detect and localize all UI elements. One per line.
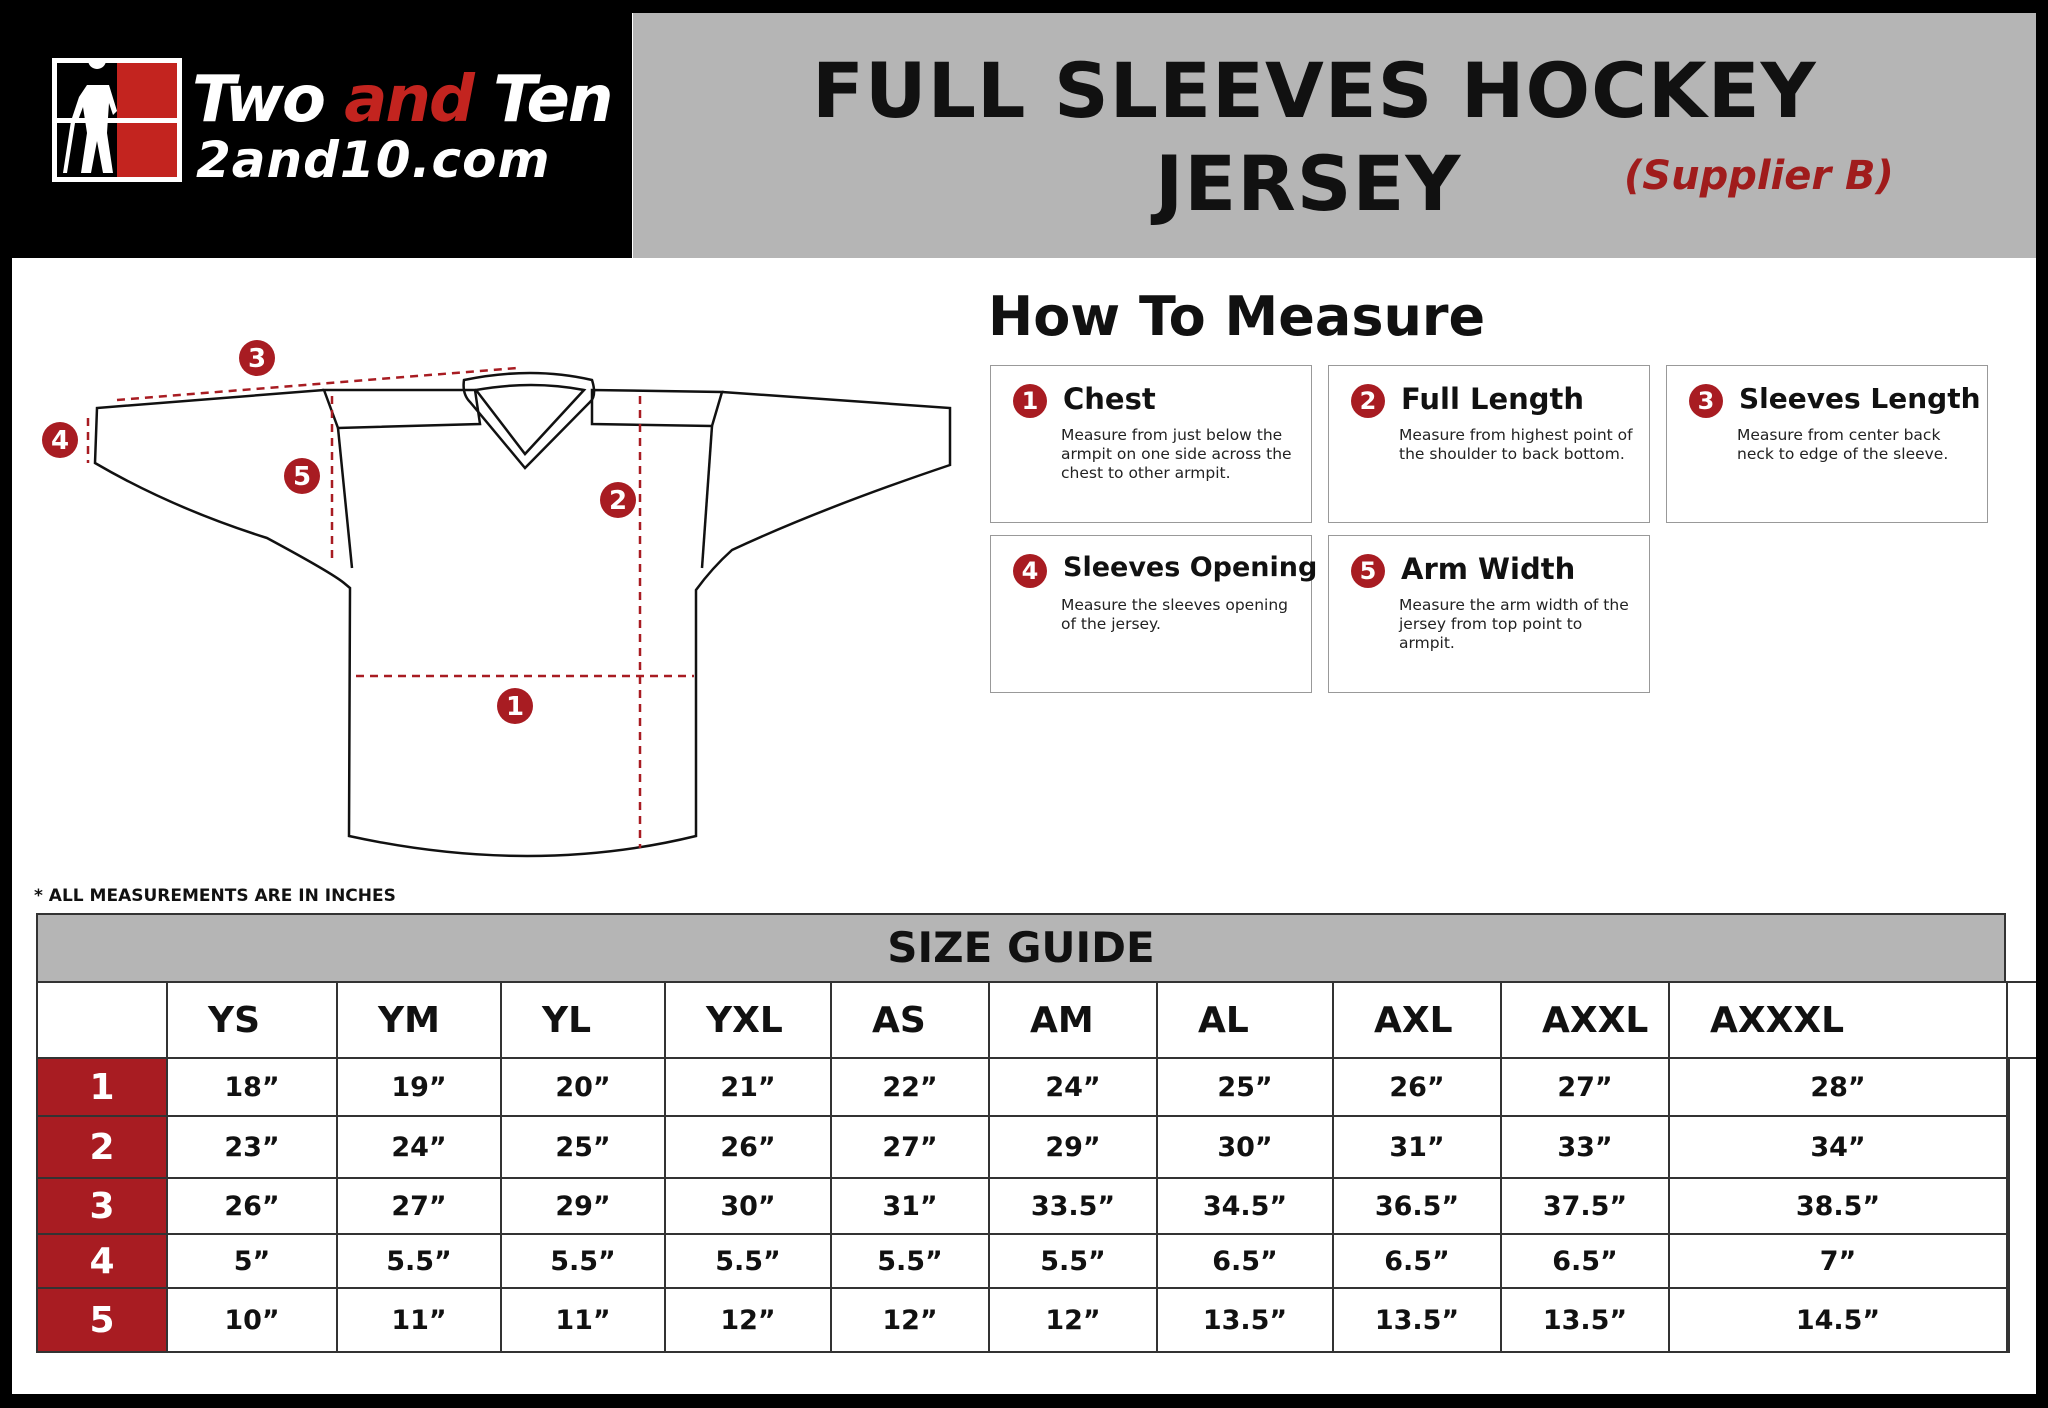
- svg-text:2: 2: [608, 486, 628, 516]
- measure-card-chest: [990, 365, 1312, 523]
- size-value-cell: 6.5”: [1156, 1233, 1334, 1289]
- measurement-note: * ALL MEASUREMENTS ARE IN INCHES: [34, 886, 396, 906]
- svg-text:1: 1: [505, 692, 525, 722]
- size-header-cell: AXXXL: [1668, 981, 2008, 1059]
- measure-card-sleeves-opening: [990, 535, 1318, 693]
- svg-text:5: 5: [292, 462, 312, 492]
- card-description: Measure the sleeves opening of the jersey.: [1061, 596, 1288, 633]
- size-value-cell: 12”: [830, 1287, 990, 1353]
- size-value-cell: 21”: [664, 1057, 832, 1117]
- svg-text:3: 3: [247, 344, 267, 374]
- size-value-cell: 33.5”: [988, 1177, 1158, 1235]
- size-value-cell: 28”: [1668, 1057, 2008, 1117]
- row-label: 5: [36, 1287, 168, 1353]
- size-header-cell: AXL: [1332, 981, 1502, 1059]
- size-guide-title: SIZE GUIDE: [36, 913, 2006, 983]
- size-value-cell: 6.5”: [1500, 1233, 1670, 1289]
- measure-guides: [88, 368, 694, 848]
- size-header-cell: [2006, 981, 2036, 1059]
- size-value-cell: [2006, 1115, 2010, 1179]
- size-value-cell: 12”: [664, 1287, 832, 1353]
- size-value-cell: 38.5”: [1668, 1177, 2008, 1235]
- size-value-cell: 31”: [1332, 1115, 1502, 1179]
- how-to-measure-title: How To Measure: [988, 285, 1486, 348]
- size-value-cell: 29”: [988, 1115, 1158, 1179]
- row-label: 2: [36, 1115, 168, 1179]
- size-value-cell: 5”: [166, 1233, 338, 1289]
- size-value-cell: 10”: [166, 1287, 338, 1353]
- size-value-cell: [2006, 1287, 2010, 1353]
- marker-1: [497, 688, 533, 724]
- row-label: 1: [36, 1057, 168, 1117]
- size-header-cell: AL: [1156, 981, 1334, 1059]
- size-value-cell: 13.5”: [1156, 1287, 1334, 1353]
- size-value-cell: 12”: [988, 1287, 1158, 1353]
- svg-text:4: 4: [50, 426, 70, 456]
- page-title-line2: JERSEY: [1155, 139, 1462, 228]
- size-header-cell: YM: [336, 981, 502, 1059]
- card-description: Measure from just below the armpit on one side across the chest to other armpit.: [1061, 426, 1292, 482]
- logo-panel: [12, 13, 632, 258]
- measure-card-sleeves-length: [1666, 365, 1988, 523]
- marker-3: [239, 340, 275, 376]
- size-value-cell: 6.5”: [1332, 1233, 1502, 1289]
- card-number: 1: [1013, 384, 1047, 418]
- row-label: 4: [36, 1233, 168, 1289]
- size-value-cell: 13.5”: [1332, 1287, 1502, 1353]
- size-value-cell: 18”: [166, 1057, 338, 1117]
- card-number: 3: [1689, 384, 1723, 418]
- card-number: 5: [1351, 554, 1385, 588]
- size-value-cell: 20”: [500, 1057, 666, 1117]
- size-header-cell: YXL: [664, 981, 832, 1059]
- size-value-cell: 14.5”: [1668, 1287, 2008, 1353]
- size-value-cell: 25”: [500, 1115, 666, 1179]
- card-title: Arm Width: [1401, 552, 1576, 586]
- marker-2: [600, 482, 636, 518]
- size-value-cell: 31”: [830, 1177, 990, 1235]
- size-value-cell: 36.5”: [1332, 1177, 1502, 1235]
- size-value-cell: 30”: [1156, 1115, 1334, 1179]
- size-header-cell: YS: [166, 981, 338, 1059]
- size-header-cell: AS: [830, 981, 990, 1059]
- jersey-diagram: [12, 268, 972, 888]
- size-value-cell: 25”: [1156, 1057, 1334, 1117]
- size-value-cell: 27”: [1500, 1057, 1670, 1117]
- card-number: 4: [1013, 554, 1047, 588]
- measure-card-full-length: [1328, 365, 1650, 523]
- size-value-cell: 24”: [988, 1057, 1158, 1117]
- size-value-cell: 26”: [664, 1115, 832, 1179]
- size-value-cell: 5.5”: [988, 1233, 1158, 1289]
- page-title-line1: FULL SLEEVES HOCKEY: [812, 46, 1817, 135]
- size-value-cell: 24”: [336, 1115, 502, 1179]
- measure-markers: [42, 340, 636, 724]
- measure-card-arm-width: [1328, 535, 1650, 693]
- size-value-cell: 27”: [830, 1115, 990, 1179]
- size-value-cell: 29”: [500, 1177, 666, 1235]
- size-header-cell: AM: [988, 981, 1158, 1059]
- size-value-cell: [2006, 1057, 2010, 1117]
- card-description: Measure from center back neck to edge of the sleeve.: [1737, 426, 1949, 463]
- supplier-label: (Supplier B): [1624, 153, 1894, 199]
- card-description: Measure the arm width of the jersey from top point to armpit.: [1399, 596, 1629, 652]
- size-header-cell: AXXL: [1500, 981, 1670, 1059]
- page: [12, 13, 2036, 1394]
- size-value-cell: 5.5”: [500, 1233, 666, 1289]
- hockey-player-icon: [57, 63, 177, 177]
- size-value-cell: 33”: [1500, 1115, 1670, 1179]
- size-value-cell: 37.5”: [1500, 1177, 1670, 1235]
- size-value-cell: 5.5”: [664, 1233, 832, 1289]
- size-value-cell: 22”: [830, 1057, 990, 1117]
- size-value-cell: [2006, 1177, 2010, 1235]
- size-value-cell: 11”: [336, 1287, 502, 1353]
- card-number: 2: [1351, 384, 1385, 418]
- card-title: Chest: [1063, 382, 1156, 416]
- logo-mark: [52, 58, 182, 182]
- size-value-cell: 19”: [336, 1057, 502, 1117]
- size-value-cell: 5.5”: [830, 1233, 990, 1289]
- jersey-outline: [95, 373, 950, 856]
- size-header-cell: YL: [500, 981, 666, 1059]
- logo-wordmark: Two and Ten: [192, 63, 612, 137]
- size-value-cell: 30”: [664, 1177, 832, 1235]
- row-label: 3: [36, 1177, 168, 1235]
- marker-5: [284, 458, 320, 494]
- marker-4: [42, 422, 78, 458]
- card-title: Sleeves Length: [1739, 382, 1981, 415]
- card-title: Sleeves Opening: [1063, 552, 1318, 583]
- size-value-cell: 27”: [336, 1177, 502, 1235]
- size-value-cell: [2006, 1233, 2010, 1289]
- size-header-corner: [36, 981, 168, 1059]
- card-description: Measure from highest point of the shoulder to back bottom.: [1399, 426, 1633, 463]
- size-value-cell: 11”: [500, 1287, 666, 1353]
- size-value-cell: 26”: [166, 1177, 338, 1235]
- logo-url: 2and10.com: [196, 131, 551, 189]
- size-value-cell: 26”: [1332, 1057, 1502, 1117]
- size-value-cell: 5.5”: [336, 1233, 502, 1289]
- size-value-cell: 34.5”: [1156, 1177, 1334, 1235]
- size-value-cell: 7”: [1668, 1233, 2008, 1289]
- size-value-cell: 13.5”: [1500, 1287, 1670, 1353]
- size-value-cell: 23”: [166, 1115, 338, 1179]
- size-value-cell: 34”: [1668, 1115, 2008, 1179]
- card-title: Full Length: [1401, 382, 1585, 416]
